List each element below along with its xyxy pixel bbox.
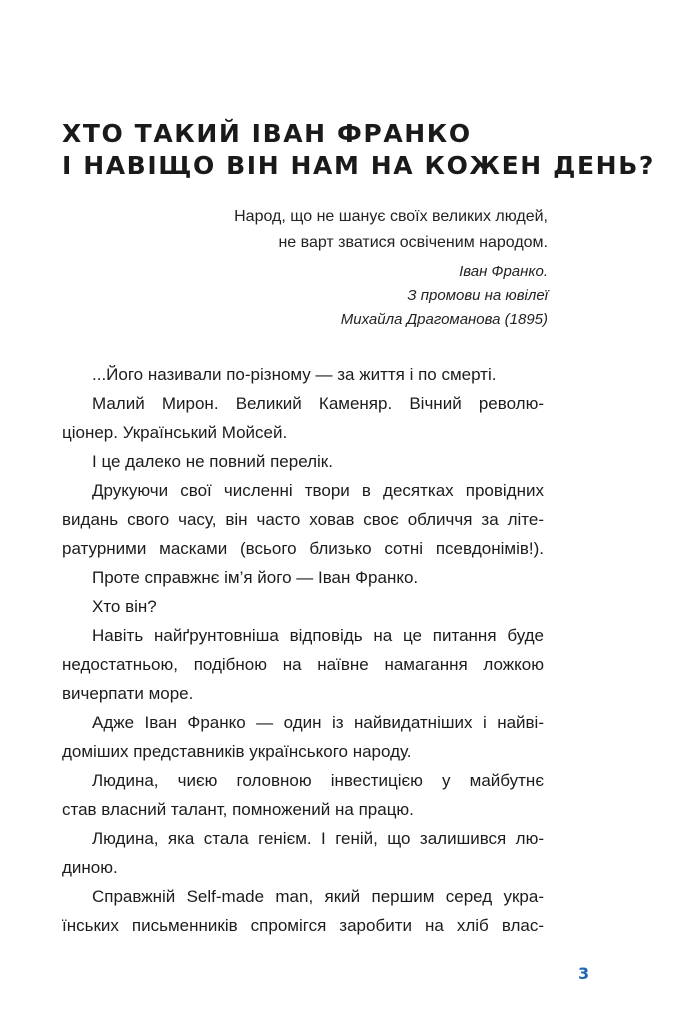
body-line: ...Його називали по-різному — за життя і по смерті.: [92, 365, 497, 384]
body-line: Адже Іван Франко — один із найвидатніших і найві-: [92, 713, 544, 732]
body-line: доміших представників українського народу.: [62, 742, 412, 761]
body-line: Людина, яка стала генієм. І геній, що залишився лю-: [92, 829, 544, 848]
body-line: Навіть найґрунтовніша відповідь на це питання буде: [92, 626, 544, 645]
body-line: їнських письменників спромігся заробити на хліб влас-: [62, 916, 544, 935]
body-line: Проте справжнє ім’я його — Іван Франко.: [92, 568, 419, 587]
epigraph-line-1: Народ, що не шанує своїх великих людей,: [234, 208, 548, 225]
body-line: Друкуючи свої численні твори в десятках провідних: [92, 481, 544, 500]
body-line: став власний талант, помножений на працю.: [62, 800, 414, 819]
body-line: Малий Мирон. Великий Каменяр. Вічний револю-: [92, 394, 544, 413]
body-line: вичерпати море.: [62, 684, 194, 703]
body-text: [62, 360, 544, 940]
chapter-title-line-2: І НАВІЩО ВІН НАМ НА КОЖЕН ДЕНЬ?: [62, 151, 655, 180]
body-line: Справжній Self-made man, який першим серед укра-: [92, 887, 544, 906]
epigraph-line-2: не варт зватися освіченим народом.: [278, 234, 548, 251]
body-line: видань свого часу, він часто ховав своє обличчя за літе-: [62, 510, 544, 529]
body-line: диною.: [62, 858, 118, 877]
attribution-line-2: З промови на ювілеї: [407, 287, 548, 304]
page-number: 3: [578, 964, 590, 983]
body-line: недостатньою, подібною на наївне намагання ложкою: [62, 655, 544, 674]
attribution-line-3: Михайла Драгоманова (1895): [340, 311, 548, 328]
body-line: Людина, чиєю головною інвестицією у майбутнє: [92, 771, 544, 790]
chapter-title-line-1: ХТО ТАКИЙ ІВАН ФРАНКО: [62, 119, 472, 148]
body-line: І це далеко не повний перелік.: [92, 452, 333, 471]
epigraph-attribution: [341, 260, 548, 332]
attribution-line-1: Іван Франко.: [459, 263, 548, 280]
chapter-title: [62, 118, 655, 182]
body-line: ратурними масками (всього близько сотні псевдонімів!).: [62, 539, 544, 558]
body-line: Хто він?: [92, 597, 157, 616]
epigraph-quote: [234, 204, 548, 256]
body-line: ціонер. Український Мойсей.: [62, 423, 288, 442]
